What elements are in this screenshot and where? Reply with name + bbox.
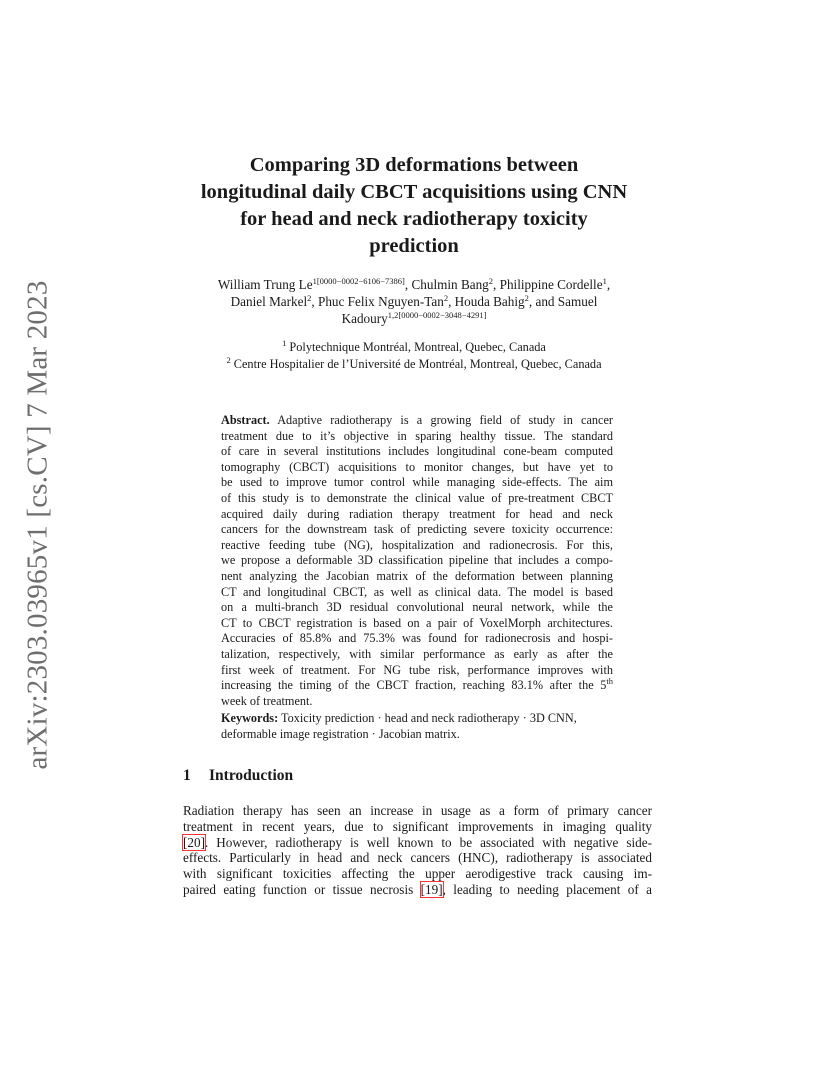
author-line	[120, 276, 708, 293]
keywords-label: Keywords:	[221, 711, 279, 725]
author-affil-mark: 2	[524, 293, 529, 303]
title-line: prediction	[369, 235, 459, 257]
abstract-line: on a multi-branch 3D residual convolutional neural network, while the	[221, 600, 613, 615]
affiliation-line	[120, 339, 708, 356]
body-line: treatment in recent years, due to significant improvements in imaging quality	[183, 818, 652, 834]
abstract-line: nent analyzing the Jacobian matrix of the deformation between planning	[221, 568, 613, 583]
author-orcid: 1,2[0000−0002−3048−4291]	[387, 310, 487, 320]
author-name: , Houda Bahig	[448, 294, 525, 309]
abstract-line: tomography (CBCT) acquisitions to monitor changes, but have yet to	[221, 459, 613, 474]
affiliation-number: 1	[282, 338, 287, 348]
body-line: Radiation therapy has seen an increase in usage as a form of primary cancer	[183, 803, 652, 818]
citation-link[interactable]: [19]	[420, 881, 443, 897]
author-sep: ,	[606, 277, 611, 292]
author-affil-mark: 1	[602, 276, 607, 286]
abstract-line: acquired daily during radiation therapy treatment for head and neck	[221, 506, 613, 521]
abstract-line: Accuracies of 85.8% and 75.3% was found for radionecrosis and hospi-	[221, 631, 613, 646]
abstract-line	[221, 678, 613, 694]
abstract-line: of this study is to demonstrate the clinical value of pre-treatment CBCT	[221, 490, 613, 505]
abstract-label: Abstract.	[221, 413, 270, 427]
affiliation-text: Centre Hospitalier de l’Université de Montréal, Montreal, Quebec, Canada	[230, 357, 602, 371]
abstract-line: be used to improve tumor control while managing side-effects. The aim	[221, 475, 613, 490]
abstract-line: we propose a deformable 3D classification pipeline that includes a compo-	[221, 553, 613, 568]
author-affil-mark: 2	[443, 293, 449, 303]
author-affil-mark: 2	[488, 276, 494, 286]
author-line	[120, 293, 708, 310]
author-name: , and Samuel	[528, 294, 598, 309]
ordinal-suffix: th	[606, 676, 613, 687]
abstract-line: reactive feeding tube (NG), hospitalization and radionecrosis. For this,	[221, 537, 613, 552]
body-text: paired eating function or tissue necrosis	[183, 881, 421, 897]
body-line: with significant toxicities affecting the upper aerodigestive track causing im-	[183, 866, 652, 882]
keywords	[221, 711, 613, 742]
title-line: longitudinal daily CBCT acquisitions using CNN	[200, 181, 628, 203]
body-line	[183, 882, 652, 898]
body-text: . However, radiotherapy is well known to be associated with negative side-	[204, 834, 652, 850]
author-name: , Chulmin Bang	[404, 277, 489, 292]
section-number: 1	[183, 767, 191, 784]
keywords-text: Toxicity prediction · head and neck radiotherapy · 3D CNN,	[278, 711, 577, 725]
title-line: Comparing 3D deformations between	[249, 154, 579, 176]
author-name: , Phuc Felix Nguyen-Tan	[311, 294, 444, 309]
abstract	[221, 413, 613, 709]
author-list	[120, 276, 708, 327]
body-text: , leading to needing placement of a	[442, 881, 653, 897]
affiliation-number: 2	[226, 355, 231, 365]
section-title: Introduction	[209, 767, 294, 784]
affiliation-line	[120, 356, 708, 373]
abstract-line: CT to CBCT registration is based on a pair of VoxelMorph architectures.	[221, 615, 613, 630]
author-line	[120, 310, 708, 327]
affiliations	[120, 339, 708, 373]
body-line: effects. Particularly in head and neck cancers (HNC), radiotherapy is associated	[183, 850, 652, 866]
abstract-line: first week of treatment. For NG tube risk, performance improves with	[221, 662, 613, 677]
abstract-line: cancers for the downstream task of predicting severe toxicity occurrence:	[221, 522, 613, 537]
introduction-paragraph	[183, 803, 652, 898]
abstract-line: week of treatment.	[221, 693, 313, 708]
abstract-text: increasing the timing of the CBCT fraction, reaching 83.1% after the 5	[221, 678, 607, 693]
citation-link[interactable]: [20]	[183, 834, 205, 850]
affiliation-text: Polytechnique Montréal, Montreal, Quebec, Canada	[286, 340, 546, 354]
keywords-line	[221, 711, 613, 727]
paper-title	[140, 152, 688, 260]
author-affil-mark: 2	[307, 293, 312, 303]
title-line: for head and neck radiotherapy toxicity	[240, 208, 588, 230]
abstract-line: talization, respectively, with similar performance as early as after the	[221, 646, 613, 661]
arxiv-id-text: arXiv:2303.03965v1 [cs.CV] 7 Mar 2023	[21, 280, 54, 770]
abstract-text: Adaptive radiotherapy is a growing field of study in cancer	[269, 413, 613, 427]
author-name: Daniel Markel	[230, 294, 308, 309]
abstract-line	[221, 413, 613, 429]
author-orcid: 1[0000−0002−6106−7386]	[312, 276, 405, 286]
author-name: , Philippine Cordelle	[493, 277, 603, 292]
arxiv-side-identifier	[8, 280, 68, 770]
abstract-line: CT and longitudinal CBCT, as well as clinical data. The model is based	[221, 584, 613, 599]
keywords-line: deformable image registration · Jacobian matrix.	[221, 726, 460, 741]
abstract-line: of care in several institutions includes longitudinal cone-beam computed	[221, 444, 613, 459]
section-heading	[183, 767, 293, 785]
body-line	[183, 835, 652, 851]
author-name: William Trung Le	[217, 277, 313, 292]
abstract-line: treatment due to it’s objective in sparing healthy tissue. The standard	[221, 428, 613, 443]
author-name: Kadoury	[341, 311, 388, 326]
